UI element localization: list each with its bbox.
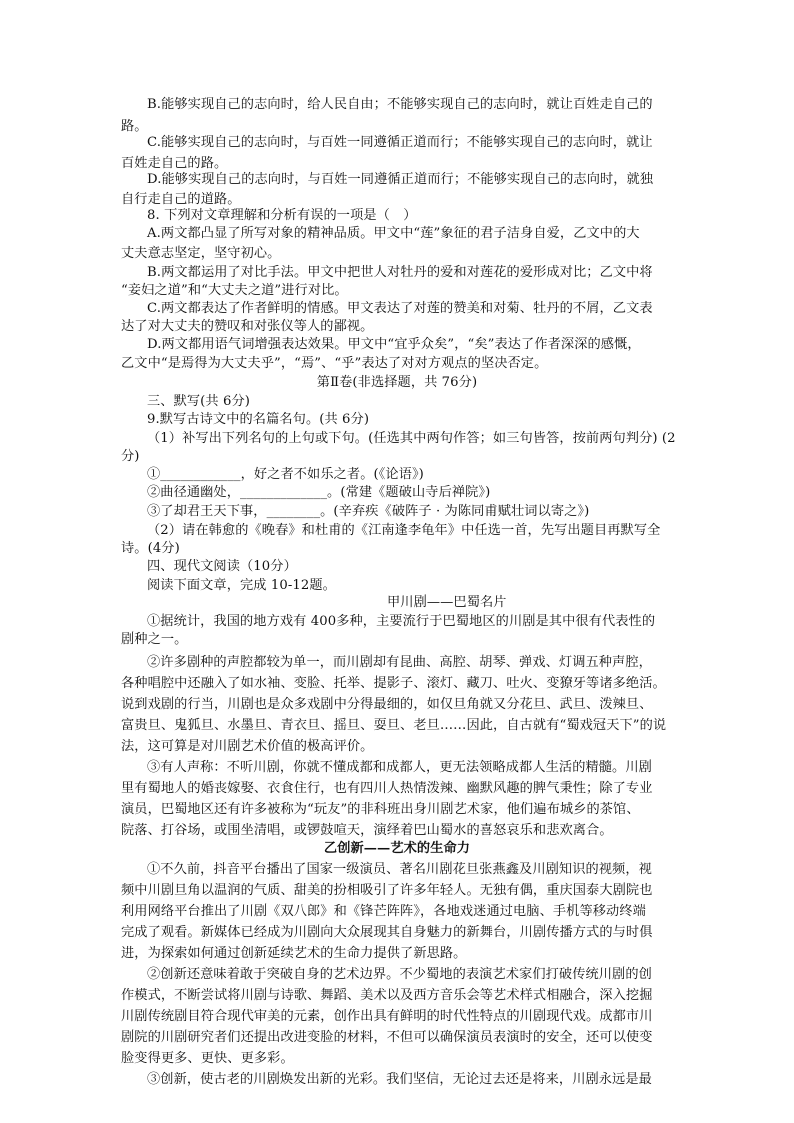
- question-8: 8. 下列对文章理解和分析有误的一项是（ ）: [147, 208, 417, 223]
- article-b-p1-line-4: 完成了观看。新媒体已经成为川剧向大众展现其自身魅力的新舞台，川剧传播方式的与时俱: [121, 925, 653, 940]
- article-b-p2-line-4: 剧院的川剧研究者们还提出改进变脸的材料，不但可以确保演员表演时的安全，还可以使变: [121, 1030, 653, 1045]
- option-b-line-1: B.能够实现自己的志向时，给人民自由；不能够实现自己的志向时，就让百姓走自己的: [147, 97, 653, 112]
- article-b-p2-line-5: 脸变得更多、更快、更多彩。: [121, 1051, 294, 1066]
- q9-part-2-line-2: 诗。(4分): [121, 541, 180, 556]
- article-b-p1-line-3: 利用网络平台推出了川剧《双八郎》和《锋芒阵阵》，各地戏迷通过电脑、手机等移动终端: [121, 904, 646, 919]
- q8-option-c-line-2: 达了对大丈夫的赞叹和对张仪等人的鄙视。: [121, 319, 374, 334]
- article-a-p3-line-2: 里有蜀地人的婚丧嫁娶、衣食住行，也有四川人热情泼辣、幽默风趣的脾气秉性；除了专业: [121, 781, 653, 796]
- q8-option-b-line-1: B.两文都运用了对比手法。甲文中把世人对牡丹的爱和对莲花的爱形成对比；乙文中将: [147, 265, 653, 280]
- question-9: 9.默写古诗文中的名篇名句。(共 6分): [147, 412, 370, 427]
- article-b-p1-line-5: 进，为探索如何通过创新延续艺术的生命力提供了新思路。: [121, 946, 467, 961]
- article-a-title: 甲川剧——巴蜀名片: [387, 595, 507, 610]
- article-a-p2-line-5: 法，这可算是对川剧艺术价值的极高评价。: [121, 739, 374, 754]
- q9-part-1-line-2: 分): [121, 449, 140, 464]
- q8-option-b-line-2: “妾妇之道”和“大丈夫之道”进行对比。: [121, 283, 348, 298]
- article-a-p3-line-3: 演员，巴蜀地区还有许多被称为“玩友”的非科班出身川剧艺术家，他们遍布城乡的茶馆、: [121, 802, 640, 817]
- q9-part-2-line-1: （2）请在韩愈的《晚春》和杜甫的《江南逢李龟年》中任选一首，先写出题目再默写全: [147, 523, 661, 538]
- q8-option-c-line-1: C.两文都表达了作者鲜明的情感。甲文表达了对莲的赞美和对菊、牡丹的不屑，乙文表: [147, 301, 653, 316]
- option-d-line-1: D.能够实现自己的志向时，与百姓一同遵循正道而行；不能够实现自己的志向时，就独: [147, 172, 654, 187]
- q8-option-a-line-2: 丈夫意志坚定，坚守初心。: [121, 246, 281, 261]
- q8-option-d-line-1: D.两文都用语气词增强表达效果。甲文中“宜乎众矣”，“矣”表达了作者深深的感慨，: [147, 337, 641, 352]
- article-b-p2-line-2: 作模式，不断尝试将川剧与诗歌、舞蹈、美术以及西方音乐会等艺术样式相融合，深入挖掘: [121, 988, 653, 1003]
- q8-option-a-line-1: A.两文都凸显了所写对象的精神品质。甲文中“莲”象征的君子洁身自爱，乙文中的大: [147, 226, 640, 241]
- section-3-heading: 三、默写(共 6分): [147, 394, 250, 409]
- option-d-line-2: 自行走自己的道路。: [121, 192, 241, 207]
- option-c-line-1: C.能够实现自己的志向时，与百姓一同遵循正道而行；不能够实现自己的志向时，就让: [147, 135, 653, 150]
- article-b-p3-line-1: ③创新，使古老的川剧焕发出新的光彩。我们坚信，无论过去还是将来，川剧永远是最: [147, 1072, 652, 1087]
- option-b-line-2: 路。: [121, 119, 148, 134]
- article-a-p2-line-2: 各种唱腔中还融入了如水袖、变脸、托举、提影子、滚灯、藏刀、吐火、变獠牙等诸多绝活。: [121, 676, 666, 691]
- option-c-line-2: 百姓走自己的路。: [121, 156, 228, 171]
- article-b-p1-line-1: ①不久前，抖音平台播出了国家一级演员、著名川剧花旦张燕鑫及川剧知识的视频，视: [147, 862, 652, 877]
- reading-instruction: 阅读下面文章，完成 10-12题。: [147, 578, 336, 593]
- article-b-p2-line-3: 川剧传统剧目符合现代审美的元素，创作出具有鲜明的时代性特点的川剧现代戏。成都市川: [121, 1009, 653, 1024]
- article-b-p1-line-2: 频中川剧旦角以温润的气质、甜美的扮相吸引了许多年轻人。无独有偶，重庆国泰大剧院也: [121, 883, 653, 898]
- article-b-p2-line-1: ②创新还意味着敢于突破自身的艺术边界。不少蜀地的表演艺术家们打破传统川剧的创: [147, 967, 652, 982]
- article-a-p3-line-1: ③有人声称：不听川剧，你就不懂成都和成都人，更无法领略成都人生活的精髓。川剧: [147, 760, 652, 775]
- article-a-p3-line-4: 院落、打谷场，或围坐清唱，或锣鼓喧天，演绎着巴山蜀水的喜怒哀乐和悲欢离合。: [121, 823, 613, 838]
- article-a-p2-line-1: ②许多剧种的声腔都较为单一，而川剧却有昆曲、高腔、胡琴、弹戏、灯调五种声腔，: [147, 655, 652, 670]
- q9-part-1-line-1: （1）补写出下列名句的上句或下句。(任选其中两句作答；如三句皆答，按前两句判分) (2: [147, 431, 676, 446]
- q8-option-d-line-2: 乙文中“是焉得为大丈夫乎”，“焉”、“乎”表达了对对方观点的坚决否定。: [121, 356, 548, 371]
- fill-blank-3: ③了却君王天下事，________。(辛弃疾《破阵子 · 为陈同甫赋壮词以寄之》): [147, 504, 590, 519]
- article-a-p1-line-2: 剧种之一。: [121, 632, 188, 647]
- article-a-p2-line-4: 富贵旦、鬼狐旦、水墨旦、青衣旦、摇旦、耍旦、老旦……因此，自古就有“蜀戏冠天下”的说: [121, 718, 667, 733]
- fill-blank-2: ②曲径通幽处，_____________。(常建《题破山寺后禅院》): [147, 485, 491, 500]
- part-ii-heading: 第Ⅱ卷(非选择题，共 76分): [316, 375, 478, 390]
- section-4-heading: 四、现代文阅读（10分）: [147, 559, 297, 574]
- article-a-p1-line-1: ①据统计，我国的地方戏有 400多种，主要流行于巴蜀地区的川剧是其中很有代表性的: [147, 614, 656, 629]
- article-a-p2-line-3: 说到戏剧的行当，川剧也是众多戏剧中分得最细的，如仅旦角就又分花旦、武旦、泼辣旦、: [121, 697, 653, 712]
- article-b-title: 乙创新——艺术的生命力: [323, 841, 471, 856]
- fill-blank-1: ①____________，好之者不如乐之者。(《论语》): [147, 467, 424, 482]
